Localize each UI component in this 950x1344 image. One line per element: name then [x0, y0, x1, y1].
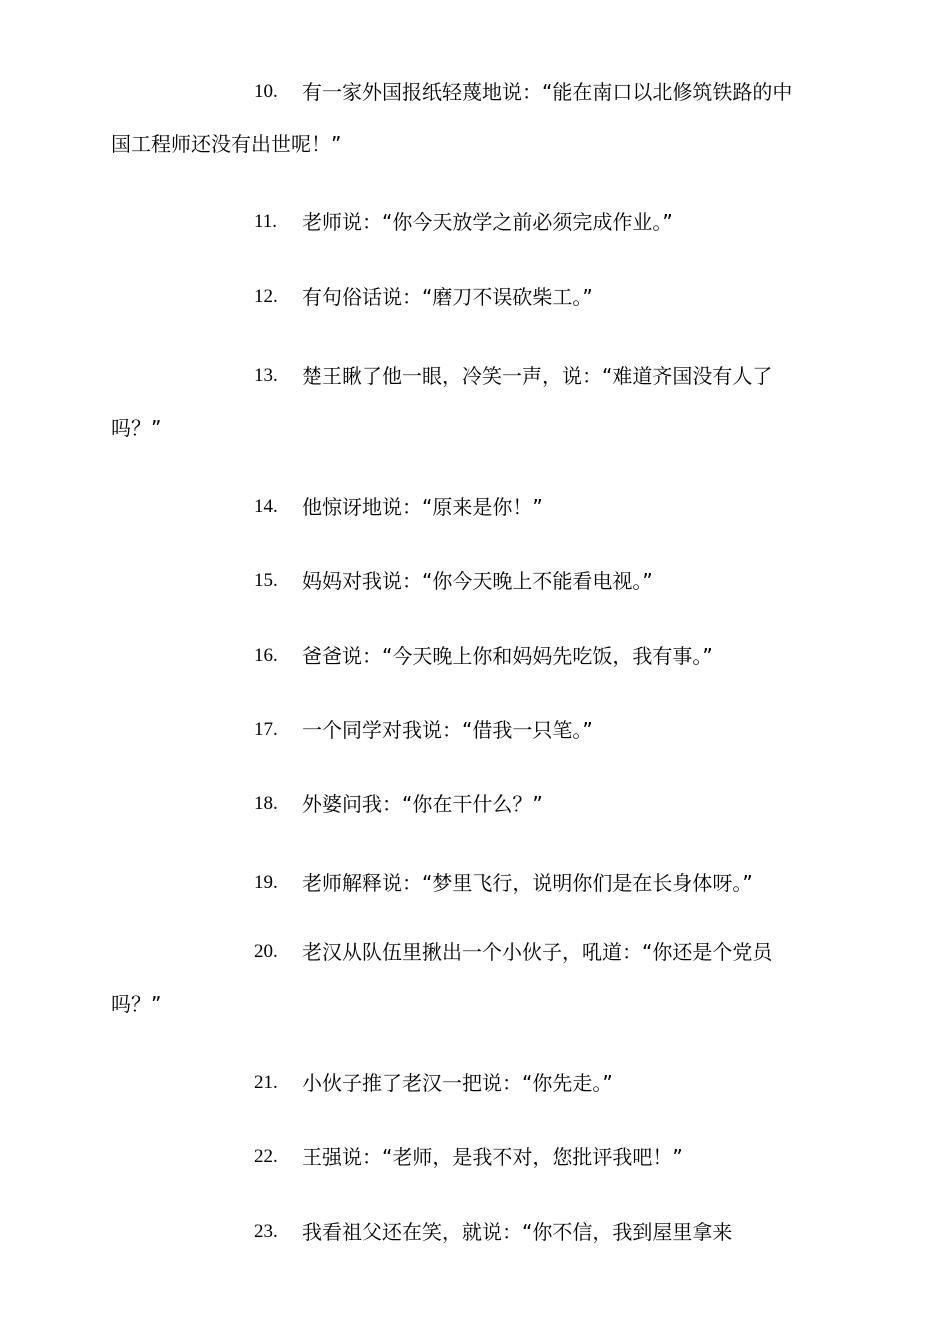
- item-text: 楚王瞅了他一眼，冷笑一声，说：“难道齐国没有人了: [302, 364, 773, 388]
- item-number: 17.: [254, 719, 278, 740]
- item-text: 他惊讶地说：“原来是你！”: [302, 495, 543, 519]
- item-text: 老师说：“你今天放学之前必须完成作业。”: [302, 210, 673, 234]
- item-text-continuation: 吗？”: [111, 416, 162, 440]
- item-text-continuation: 吗？”: [111, 992, 162, 1016]
- item-number: 14.: [254, 496, 278, 517]
- item-text: 有一家外国报纸轻蔑地说：“能在南口以北修筑铁路的中: [302, 80, 793, 104]
- item-text: 妈妈对我说：“你今天晚上不能看电视。”: [302, 569, 653, 593]
- item-number: 18.: [254, 793, 278, 814]
- item-number: 13.: [254, 365, 278, 386]
- item-number: 20.: [254, 941, 278, 962]
- item-text: 外婆问我：“你在干什么？”: [302, 792, 543, 816]
- item-number: 19.: [254, 872, 278, 893]
- item-number: 22.: [254, 1146, 278, 1167]
- item-text: 老师解释说：“梦里飞行，说明你们是在长身体呀。”: [302, 871, 753, 895]
- item-number: 21.: [254, 1072, 278, 1093]
- item-text: 一个同学对我说：“借我一只笔。”: [302, 718, 593, 742]
- item-text: 王强说：“老师，是我不对，您批评我吧！”: [302, 1145, 683, 1169]
- item-number: 12.: [254, 286, 278, 307]
- item-text: 我看祖父还在笑，就说：“你不信，我到屋里拿来: [302, 1220, 733, 1244]
- item-text: 爸爸说：“今天晚上你和妈妈先吃饭，我有事。”: [302, 644, 713, 668]
- item-number: 15.: [254, 570, 278, 591]
- item-number: 23.: [254, 1221, 278, 1242]
- item-text: 小伙子推了老汉一把说：“你先走。”: [302, 1071, 613, 1095]
- item-text: 老汉从队伍里揪出一个小伙子，吼道：“你还是个党员: [302, 940, 773, 964]
- item-number: 10.: [254, 81, 278, 102]
- item-text: 有句俗话说：“磨刀不误砍柴工。”: [302, 285, 593, 309]
- item-number: 11.: [254, 211, 278, 232]
- item-number: 16.: [254, 645, 278, 666]
- item-text-continuation: 国工程师还没有出世呢！”: [111, 132, 342, 156]
